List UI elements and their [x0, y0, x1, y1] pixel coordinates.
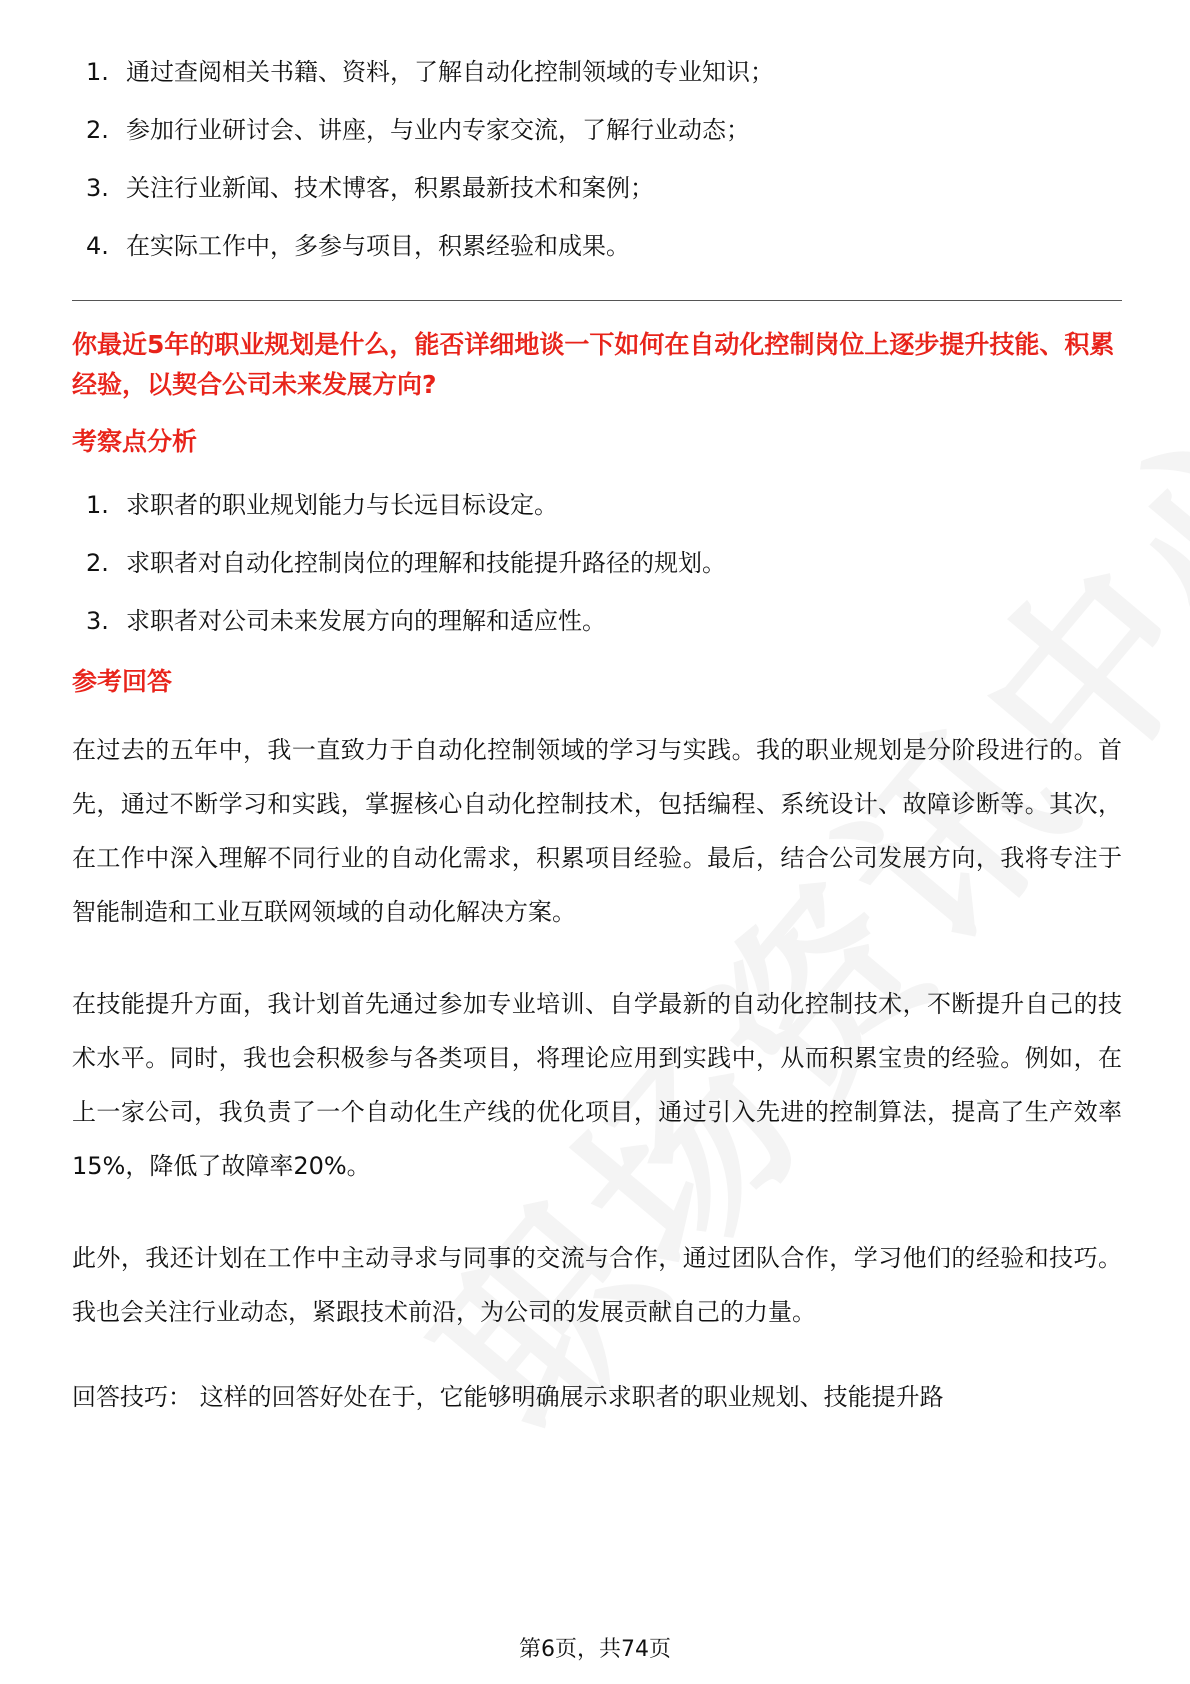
- analysis-list: [72, 489, 1122, 637]
- list-item: [72, 489, 1122, 521]
- list-number: 4.: [86, 232, 109, 260]
- answer-paragraph: 在过去的五年中，我一直致力于自动化控制领域的学习与实践。我的职业规划是分阶段进行的。首先，通过不断学习和实践，掌握核心自动化控制技术，包括编程、系统设计、故障诊断等。其次，在工作中深入理解不同行业的自动化需求，积累项目经验。最后，结合公司发展方向，我将专注于智能制造和工业互联网领域的自动化解决方案。: [72, 736, 1122, 926]
- list-number: 2.: [86, 549, 109, 577]
- list-number: 3.: [86, 607, 109, 635]
- list-item: [72, 56, 1122, 88]
- list-text: 求职者对公司未来发展方向的理解和适应性。: [126, 607, 606, 635]
- analysis-heading: 考察点分析: [72, 427, 198, 456]
- page-content: [72, 56, 1122, 1417]
- section-divider: [72, 300, 1122, 301]
- answer-heading: 参考回答: [72, 667, 173, 696]
- page-number: 第6页，共74页: [519, 1637, 671, 1662]
- knowledge-list: [72, 56, 1122, 262]
- list-number: 3.: [86, 174, 109, 202]
- list-item: [72, 114, 1122, 146]
- list-number: 1.: [86, 491, 109, 519]
- list-item: [72, 547, 1122, 579]
- list-text: 求职者对自动化控制岗位的理解和技能提升路径的规划。: [126, 549, 726, 577]
- answer-paragraph: 此外，我还计划在工作中主动寻求与同事的交流与合作，通过团队合作，学习他们的经验和技巧。我也会关注行业动态，紧跟技术前沿，为公司的发展贡献自己的力量。: [72, 1244, 1122, 1326]
- list-text: 参加行业研讨会、讲座，与业内专家交流，了解行业动态；: [126, 116, 750, 144]
- interview-question: 你最近5年的职业规划是什么，能否详细地谈一下如何在自动化控制岗位上逐步提升技能、积累经验，以契合公司未来发展方向?: [72, 330, 1115, 399]
- list-text: 在实际工作中，多参与项目，积累经验和成果。: [126, 232, 630, 260]
- list-item: [72, 605, 1122, 637]
- list-number: 2.: [86, 116, 109, 144]
- list-text: 求职者的职业规划能力与长远目标设定。: [126, 491, 558, 519]
- answer-tip: 回答技巧： 这样的回答好处在于，它能够明确展示求职者的职业规划、技能提升路: [72, 1383, 944, 1411]
- list-text: 关注行业新闻、技术博客，积累最新技术和案例；: [126, 174, 654, 202]
- list-item: [72, 230, 1122, 262]
- list-number: 1.: [86, 58, 109, 86]
- list-text: 通过查阅相关书籍、资料，了解自动化控制领域的专业知识；: [126, 58, 774, 86]
- list-item: [72, 172, 1122, 204]
- answer-paragraph: 在技能提升方面，我计划首先通过参加专业培训、自学最新的自动化控制技术，不断提升自己的技术水平。同时，我也会积极参与各类项目，将理论应用到实践中，从而积累宝贵的经验。例如，在上一家公司，我负责了一个自动化生产线的优化项目，通过引入先进的控制算法，提高了生产效率15%，降低了故障率20%。: [72, 990, 1122, 1180]
